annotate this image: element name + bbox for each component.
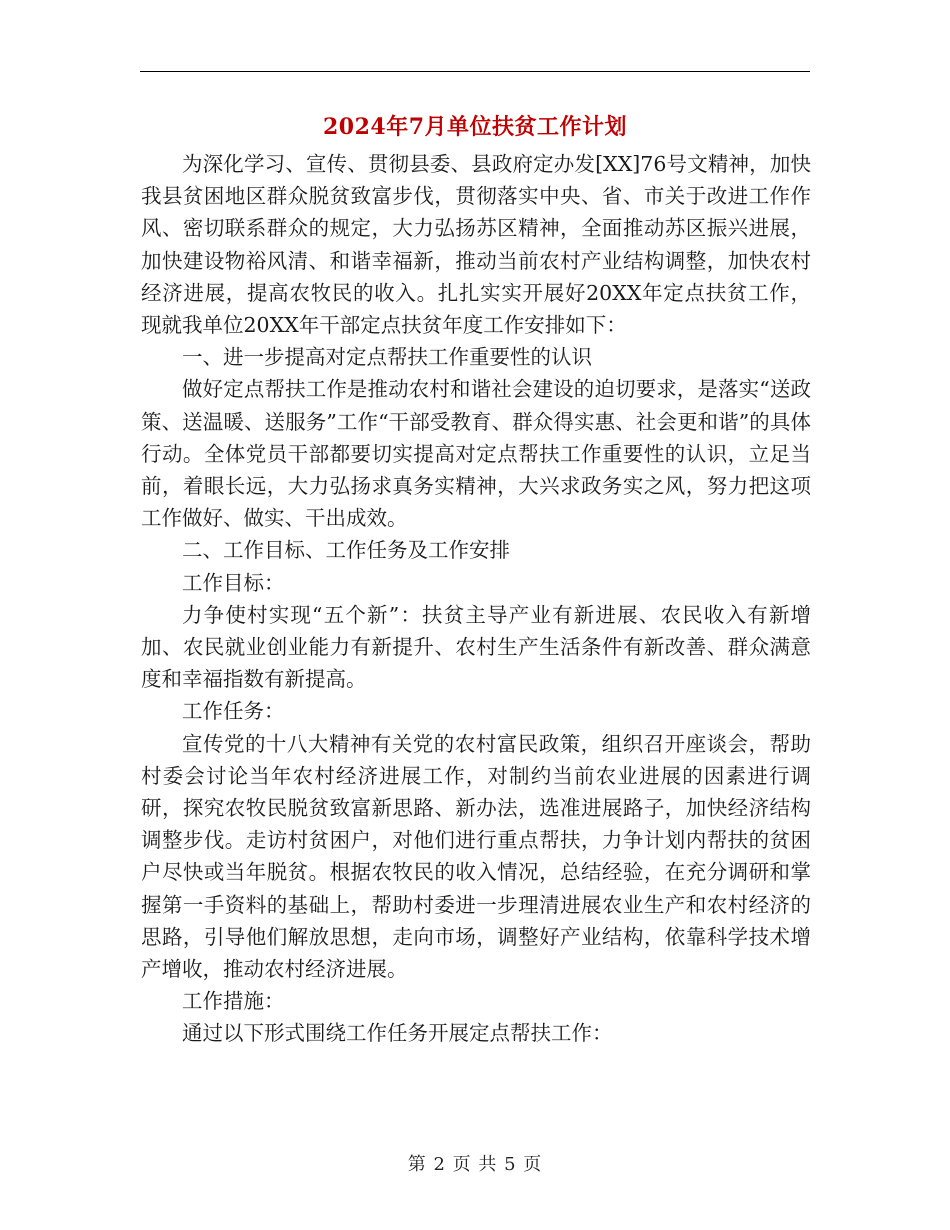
paragraph-goals: 力争使村实现“五个新”：扶贫主导产业有新进展、农民收入有新增加、农民就业创业能力有新提升、农村生产生活条件有新改善、群众满意度和幸福指数有新提高。: [141, 602, 811, 692]
paragraph-measures: 通过以下形式围绕工作任务开展定点帮扶工作：: [182, 1021, 613, 1046]
paragraph-tasks: 宣传党的十八大精神有关党的农村富民政策，组织召开座谈会，帮助村委会讨论当年农村经济进展工作，对制约当前农业进展的因素进行调研，探究农牧民脱贫致富新思路、新办法，选准进展路子，加快经济结构调整步伐。走访村贫困户，对他们进行重点帮扶，力争计划内帮扶的贫困户尽快或当年脱贫。根据农牧民的收入情况，总结经验，在充分调研和掌握第一手资料的基础上，帮助村委进一步理清进展农业生产和农村经济的思路，引导他们解放思想，走向市场，调整好产业结构，依靠科学技术增产增收，推动农村经济进展。: [141, 731, 811, 982]
heading-section-2: 二、工作目标、工作任务及工作安排: [182, 538, 510, 563]
paragraph-intro: 为深化学习、宣传、贯彻县委、县政府定办发[XX]76号文精神，加快我县贫困地区群众脱贫致富步伐，贯彻落实中央、省、市关于改进工作作风、密切联系群众的规定，大力弘扬苏区精神，全面推动苏区振兴进展，加快建设物裕风清、和谐幸福新，推动当前农村产业结构调整，加快农村经济进展，提高农牧民的收入。扎扎实实开展好20XX年定点扶贫工作，现就我单位20XX年干部定点扶贫年度工作安排如下：: [141, 152, 811, 338]
document-body: [141, 148, 811, 1050]
subheading-measures: 工作措施：: [182, 989, 285, 1014]
heading-section-1: 一、进一步提高对定点帮扶工作重要性的认识: [182, 345, 592, 370]
document-title: 2024年7月单位扶贫工作计划: [322, 114, 628, 140]
subheading-goals: 工作目标：: [182, 570, 285, 595]
paragraph-importance: 做好定点帮扶工作是推动农村和谐社会建设的迫切要求，是落实“送政策、送温暖、送服务”工作“干部受教育、群众得实惠、社会更和谐”的具体行动。全体党员干部都要切实提高对定点帮扶工作重要性的认识，立足当前，着眼长远，大力弘扬求真务实精神，大兴求政务实之风，努力把这项工作做好、做实、干出成效。: [141, 377, 811, 531]
page-number-footer: 第 2 页 共 5 页: [407, 1154, 543, 1175]
header-rule: [140, 71, 810, 72]
subheading-tasks: 工作任务：: [182, 699, 285, 724]
